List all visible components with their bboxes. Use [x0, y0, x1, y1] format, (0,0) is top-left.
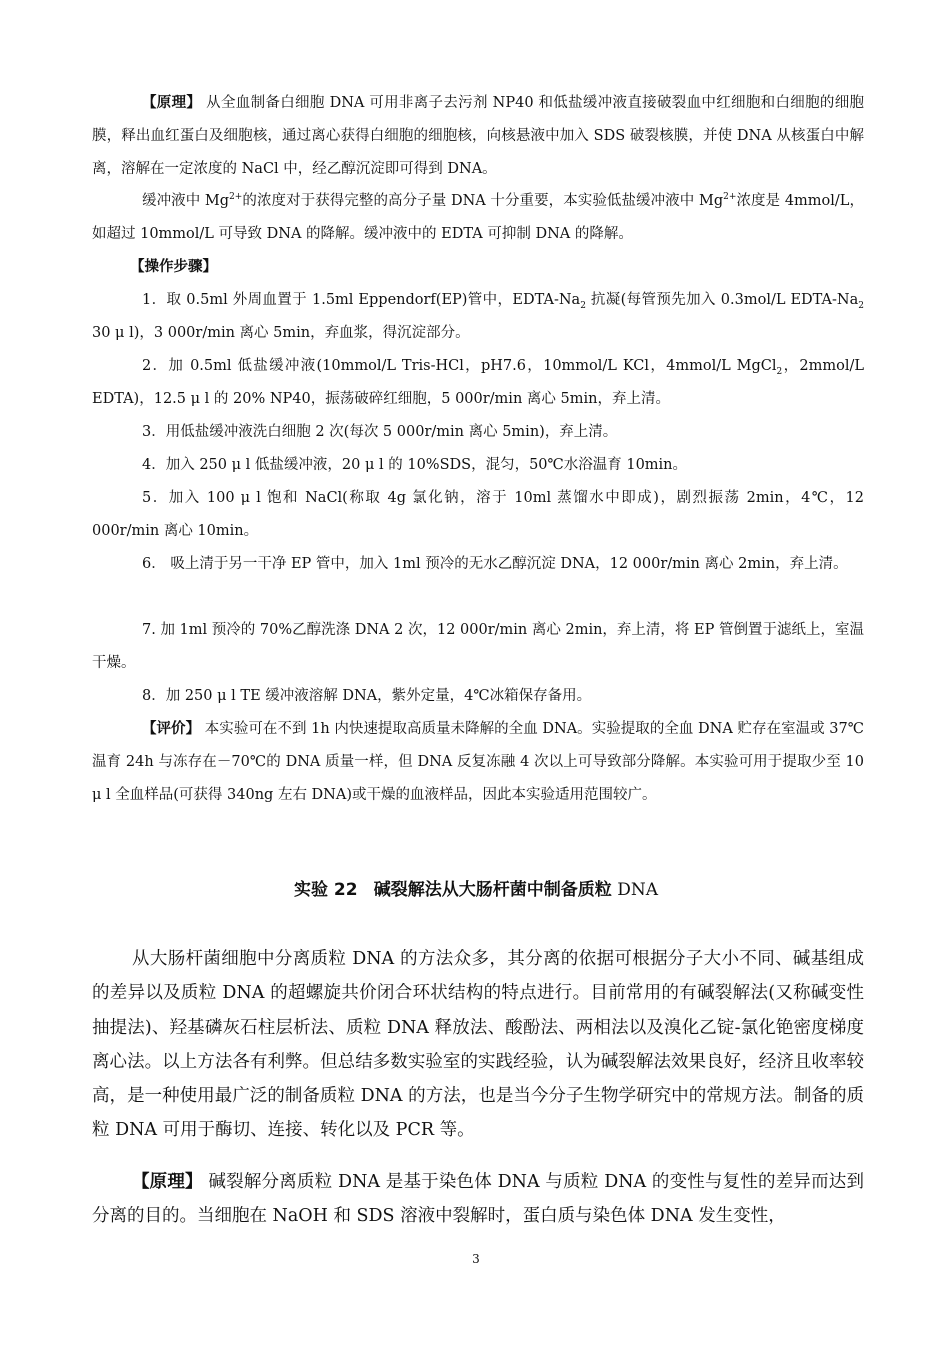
step-5: 5．加入 100 μ l 饱和 NaCl(称取 4g 氯化钠，溶于 10ml 蒸馏水中即成)，剧烈振荡 2min，4℃，12 000r/min 离心 10min。	[92, 490, 864, 539]
step-7: 7. 加 1ml 预冷的 70%乙醇洗涤 DNA 2 次，12 000r/min 离心 2min，弃上清，将 EP 管倒置于滤纸上，室温干燥。	[92, 622, 864, 671]
step-3: 3．用低盐缓冲液洗白细胞 2 次(每次 5 000r/min 离心 5min)，弃上清。	[142, 424, 618, 440]
evaluation-heading: 【评价】	[142, 721, 201, 737]
intro-paragraph: 从大肠杆菌细胞中分离质粒 DNA 的方法众多，其分离的依据可根据分子大小不同、碱基组成的差异以及质粒 DNA 的超螺旋共价闭合环状结构的特点进行。目前常用的有碱裂解法(又称碱变性抽提法)、羟基磷灰石柱层析法、质粒 DNA 释放法、酸酚法、两相法以及溴化乙锭-氯化铯密度梯度离心法。以上方法各有利弊。但总结多数实验室的实践经验，认为碱裂解法效果良好，经济且收率较高，是一种使用最广泛的制备质粒 DNA 的方法，也是当今分子生物学研究中的常规方法。制备的质粒 DNA 可用于酶切、连接、转化以及 PCR 等。	[92, 949, 864, 1141]
principle-paragraph-2	[92, 1165, 864, 1234]
step-6: 6． 吸上清于另一干净 EP 管中，加入 1ml 预冷的无水乙醇沉淀 DNA，12 000r/min 离心 2min，弃上清。	[142, 556, 848, 572]
page-number: 3	[472, 1252, 480, 1266]
principle-text-1: 从全血制备白细胞 DNA 可用非离子去污剂 NP40 和低盐缓冲液直接破裂血中红细胞和白细胞的细胞膜，释出血红蛋白及细胞核，通过离心获得白细胞的细胞核，向核悬液中加入 SDS 破裂核膜，并使 DNA 从核蛋白中解离，溶解在一定浓度的 NaCl 中，经乙醇沉淀即可得到 DNA。	[92, 95, 864, 177]
evaluation-paragraph	[92, 713, 864, 812]
step-4: 4．加入 250 μ l 低盐缓冲液，20 μ l 的 10%SDS，混匀，50℃水浴温育 10min。	[142, 457, 688, 473]
step-1: 1．取 0.5ml 外周血置于 1.5ml Eppendorf(EP)管中，EDTA-$Na_2$ 抗凝(每管预先加入 0.3mol/L EDTA-$Na_2$ 30 μ l)，3 000r/min 离心 5min，弃血浆，得沉淀部分。	[92, 292, 864, 341]
principle-heading-1: 【原理】	[142, 95, 202, 111]
principle-text-2: 碱裂解分离质粒 DNA 是基于染色体 DNA 与质粒 DNA 的变性与复性的差异而达到分离的目的。当细胞在 NaOH 和 SDS 溶液中裂解时，蛋白质与染色体 DNA 发生变性，	[92, 1172, 864, 1227]
principle-paragraph-1	[92, 87, 864, 186]
magnesium-paragraph: 缓冲液中 $Mg^{2+}$的浓度对于获得完整的高分子量 DNA 十分重要，本实验低盐缓冲液中 $Mg^{2+}$浓度是 4mmol/L，如超过 10mmol/L 可导致 DNA 的降解。缓冲液中的 EDTA 可抑制 DNA 的降解。	[92, 192, 864, 242]
principle-heading-2: 【原理】	[132, 1172, 203, 1192]
experiment-title: 实验 22 碱裂解法从大肠杆菌中制备质粒 DNA	[294, 880, 658, 900]
evaluation-text: 本实验可在不到 1h 内快速提取高质量未降解的全血 DNA。实验提取的全血 DNA 贮存在室温或 37℃温育 24h 与冻存在－70℃的 DNA 质量一样，但 DNA 反复冻融 4 次以上可导致部分降解。本实验可用于提取少至 10 μ l 全血样品(可获得 340ng 左右 DNA)或干燥的血液样品，因此本实验适用范围较广。	[92, 721, 864, 803]
step-2: 2．加 0.5ml 低盐缓冲液(10mmol/L Tris-HCl，pH7.6，10mmol/L KCl，4mmol/L MgCl$_2$，2mmol/L EDTA)，12.5 μ l 的 20% NP40，振荡破碎红细胞，5 000r/min 离心 5min，弃上清。	[92, 358, 864, 407]
step-8: 8．加 250 μ l TE 缓冲液溶解 DNA，紫外定量，4℃冰箱保存备用。	[142, 688, 592, 704]
steps-heading: 【操作步骤】	[130, 259, 217, 275]
